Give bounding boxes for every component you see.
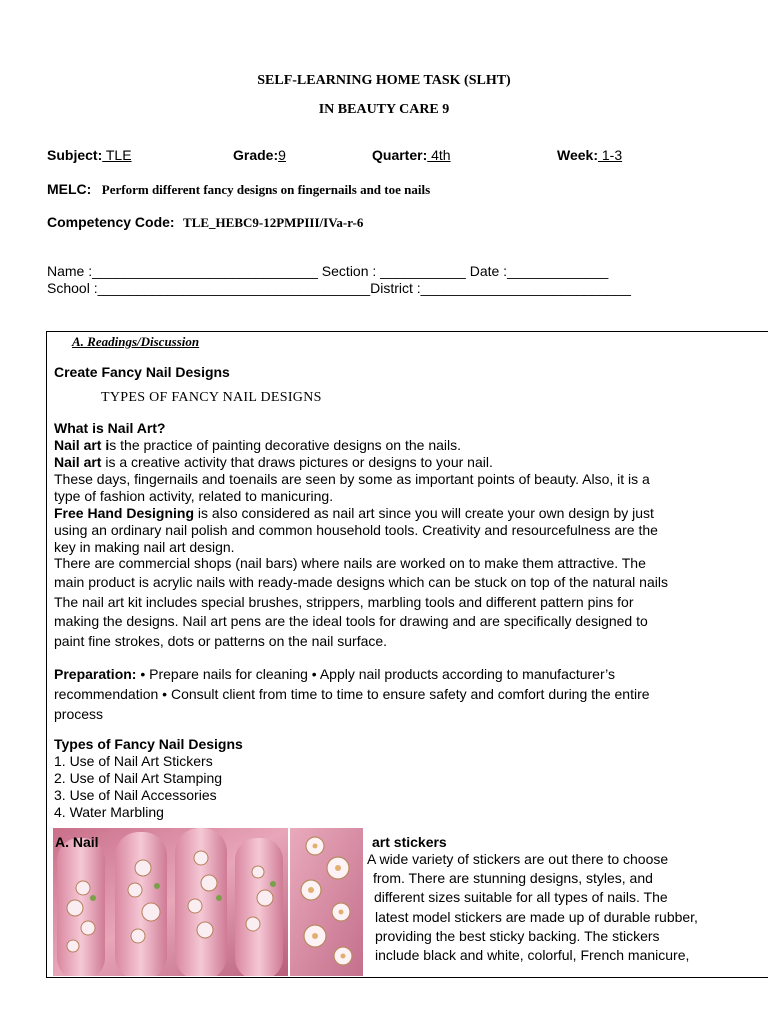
- competency-value: TLE_HEBC9-12PMPIII/IVa-r-6: [183, 215, 364, 230]
- sticker-heading-b: art stickers: [372, 834, 447, 850]
- quarter-label: Quarter:: [372, 147, 428, 163]
- readings-box: [46, 331, 768, 978]
- grade-label: Grade:: [233, 147, 279, 163]
- list-item: 2. Use of Nail Art Stamping: [54, 770, 223, 786]
- melc-row: [47, 181, 430, 199]
- list-item: 3. Use of Nail Accessories: [54, 787, 217, 803]
- school-district-line[interactable]: School :___________________________________District :___________________________: [47, 280, 631, 296]
- document-title: SELF-LEARNING HOME TASK (SLHT): [257, 73, 511, 88]
- grade-value: 9: [278, 147, 286, 163]
- subject-label: Subject:: [47, 147, 103, 163]
- paragraph-nail-art-2: Nail art is a creative activity that draws pictures or designs to your nail.: [54, 454, 493, 470]
- paragraph-fashion-2: type of fashion activity, related to manicuring.: [54, 488, 334, 504]
- paragraph-fashion-1: These days, fingernails and toenails are seen by some as important points of beauty. Also, it is a: [54, 471, 650, 487]
- sticker-text-line: from. There are stunning designs, styles, and: [373, 870, 653, 886]
- document-subtitle: IN BEAUTY CARE 9: [318, 102, 450, 117]
- types-list-heading: Types of Fancy Nail Designs: [54, 736, 243, 752]
- subject-value: TLE: [102, 147, 132, 163]
- grade-field: [233, 147, 286, 163]
- week-value: 1-3: [597, 147, 623, 163]
- list-item: 1. Use of Nail Art Stickers: [54, 753, 213, 769]
- preparation-line-2: recommendation • Consult client from time to time to ensure safety and comfort during the entire: [54, 686, 650, 702]
- sticker-text-line: different sizes suitable for all types of nails. The: [374, 889, 668, 905]
- paragraph-shops-1: There are commercial shops (nail bars) where nails are worked on to make them attractive. The: [54, 555, 646, 571]
- week-field: [557, 147, 622, 163]
- paragraph-nail-art-1: Nail art is the practice of painting decorative designs on the nails.: [54, 437, 462, 453]
- paragraph-shops-4: making the designs. Nail art pens are the ideal tools for drawing and are specifically designed to: [54, 613, 648, 630]
- subject-field: [47, 147, 132, 163]
- melc-label: MELC:: [47, 181, 92, 197]
- sticker-text-line: providing the best sticky backing. The stickers: [375, 928, 660, 944]
- paragraph-shops-2: main product is acrylic nails with ready-made designs which can be stuck on top of the natural nails: [54, 574, 668, 591]
- section-heading: A. Readings/Discussion: [72, 334, 200, 349]
- sticker-text-line: include black and white, colorful, French manicure,: [375, 947, 690, 963]
- paragraph-freehand-1: Free Hand Designing is also considered as nail art since you will create your own design by just: [54, 505, 654, 521]
- preparation-line-1: Preparation: • Prepare nails for cleaning • Apply nail products according to manufacturer’s: [54, 666, 616, 682]
- types-heading: TYPES OF FANCY NAIL DESIGNS: [101, 390, 322, 405]
- week-label: Week:: [557, 147, 598, 163]
- paragraph-freehand-3: key in making nail art design.: [54, 539, 235, 555]
- name-section-date-line[interactable]: Name :_____________________________ Section : ___________ Date :_____________: [47, 263, 609, 279]
- nail-art-sticker-photo: [53, 828, 363, 976]
- create-heading: Create Fancy Nail Designs: [54, 364, 230, 380]
- quarter-field: [372, 147, 451, 163]
- paragraph-freehand-2: using an ordinary nail polish and common household tools. Creativity and resourcefulness are the: [54, 522, 658, 538]
- quarter-value: 4th: [427, 147, 451, 163]
- competency-row: [47, 214, 363, 232]
- paragraph-shops-3: The nail art kit includes special brushes, strippers, marbling tools and different pattern pins for: [54, 593, 634, 610]
- sticker-heading-a: A. Nail: [55, 834, 99, 850]
- melc-value: Perform different fancy designs on fingernails and toe nails: [101, 182, 431, 197]
- what-is-heading: What is Nail Art?: [54, 420, 166, 436]
- sticker-text-line: A wide variety of stickers are out there to choose: [367, 851, 669, 867]
- competency-label: Competency Code:: [47, 214, 175, 230]
- sticker-text-line: latest model stickers are made up of durable rubber,: [375, 909, 698, 925]
- preparation-line-3: process: [54, 706, 104, 722]
- list-item: 4. Water Marbling: [54, 804, 164, 820]
- paragraph-shops-5: paint fine strokes, dots or patterns on the nail surface.: [54, 632, 388, 649]
